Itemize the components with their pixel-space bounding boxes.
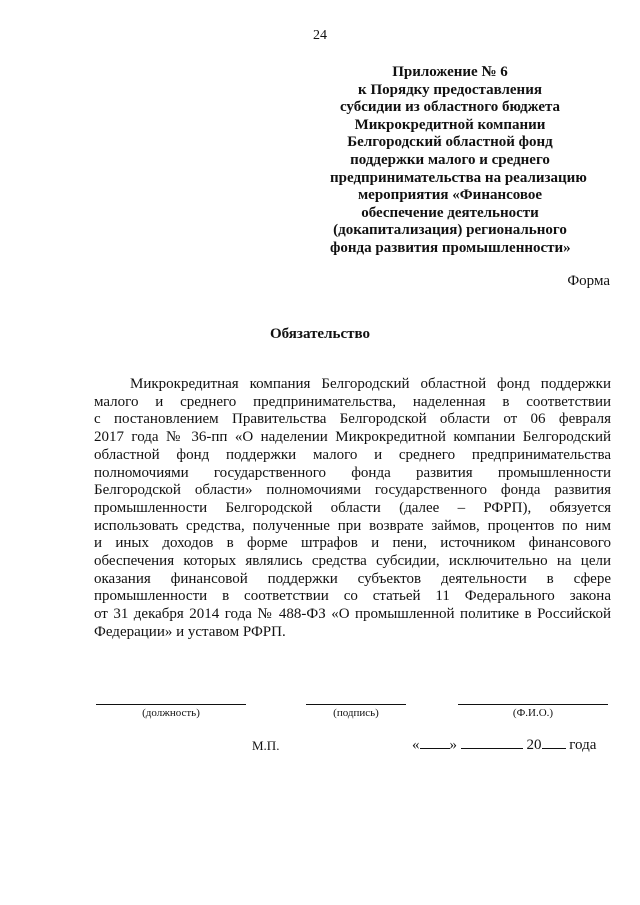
date-line <box>412 736 596 754</box>
year-blank[interactable] <box>542 736 566 749</box>
position-caption: (должность) <box>142 707 200 719</box>
appendix-line: Белгородский областной фонд <box>347 134 553 151</box>
body-line: и иных доходов в форме штрафов и пени, источником финансового <box>94 535 611 552</box>
body-line: полномочиями государственного фонда развития промышленности <box>94 464 611 481</box>
name-signature-line[interactable] <box>458 704 608 705</box>
signature-caption: (подпись) <box>333 707 379 719</box>
body-line: 2017 года № 36-пп «О наделении Микрокредитной компании Белгородский <box>94 429 611 446</box>
page-number: 24 <box>313 28 327 43</box>
appendix-line: обеспечение деятельности <box>361 204 539 221</box>
body-line: с постановлением Правительства Белгородской области от 06 февраля <box>94 411 611 428</box>
date-open-quote: « <box>412 737 420 753</box>
date-close-quote: » <box>449 737 457 753</box>
year-word: года <box>569 737 597 753</box>
signature-line[interactable] <box>306 704 406 705</box>
body-line: малого и среднего предпринимательства, наделенная в соответствии <box>94 393 611 410</box>
body-line: обеспечения которых являлись средства субсидии, исключительно на цели <box>94 553 611 570</box>
appendix-line: предпринимательства на реализацию <box>330 169 587 186</box>
body-line: Белгородской области» полномочиями государственного фонда развития <box>94 482 611 499</box>
body-line: от 31 декабря 2014 года № 488-ФЗ «О промышленной политике в Российской <box>94 606 611 623</box>
name-caption: (Ф.И.О.) <box>512 707 554 719</box>
appendix-line: к Порядку предоставления <box>358 81 542 98</box>
appendix-line: Микрокредитной компании <box>354 116 546 133</box>
appendix-line: фонда развития промышленности» <box>330 239 571 256</box>
body-line: промышленности в соответствии со статьей 11 Федерального закона <box>94 588 611 605</box>
stamp-label: М.П. <box>252 738 280 753</box>
appendix-line: мероприятия «Финансовое <box>357 187 543 204</box>
appendix-line: поддержки малого и среднего <box>350 151 550 168</box>
appendix-header <box>330 64 587 258</box>
body-line: Федерации» и уставом РФРП. <box>94 623 286 640</box>
document-title: Обязательство <box>270 326 370 342</box>
body-line: оказания финансовой поддержки субъектов деятельности в сфере <box>94 570 611 587</box>
appendix-line: Приложение № 6 <box>392 64 508 80</box>
year-prefix: 20 <box>526 737 542 753</box>
position-signature-line[interactable] <box>96 704 246 705</box>
appendix-line: субсидии из областного бюджета <box>339 99 561 116</box>
appendix-line: (докапитализация) регионального <box>333 222 567 239</box>
body-line: областной фонд поддержки малого и среднего предпринимательства <box>94 446 611 463</box>
body-line: промышленности Белгородской области (далее – РФРП), обязуется <box>94 499 611 516</box>
month-blank[interactable] <box>461 736 523 749</box>
body-line: Микрокредитная компания Белгородский областной фонд поддержки <box>130 376 611 392</box>
obligation-body <box>94 376 611 642</box>
body-line: использовать средства, полученные при возврате займов, процентов по ним <box>94 517 611 534</box>
day-blank[interactable] <box>420 736 450 749</box>
form-label: Форма <box>567 273 610 289</box>
